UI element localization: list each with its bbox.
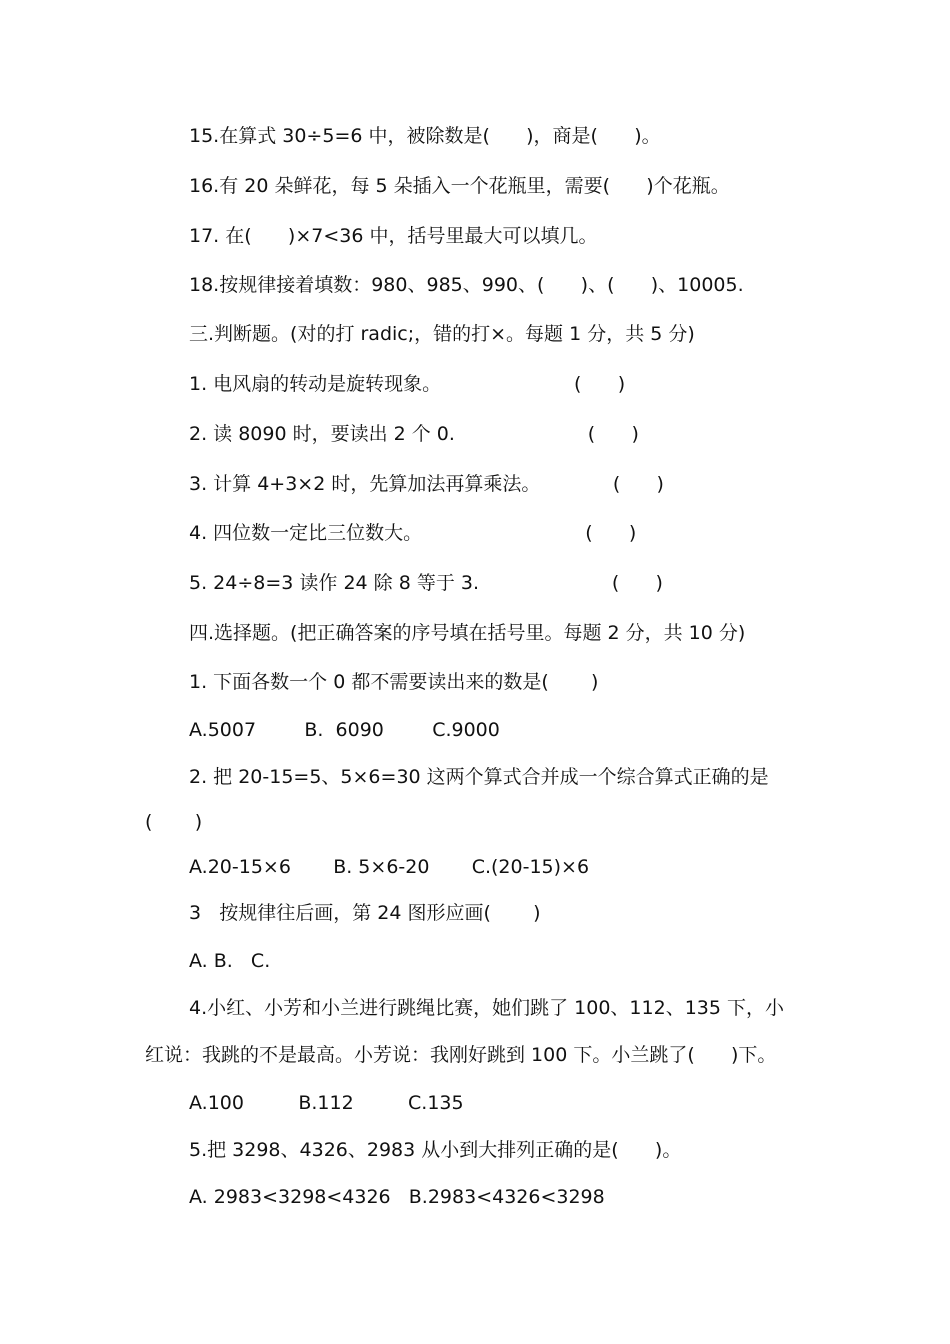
judge-section-heading: 三.判断题。(对的打 radic;，错的打×。每题 1 分，共 5 分) xyxy=(189,323,695,345)
choice-question-2: 2. 把 20-15=5、5×6=30 这两个算式合并成一个综合算式正确的是 xyxy=(189,766,769,788)
choice-section-heading: 四.选择题。(把正确答案的序号填在括号里。每题 2 分，共 10 分) xyxy=(189,622,746,644)
choice-question-2-continued: ( ) xyxy=(145,811,203,833)
judge-item-4: 4. 四位数一定比三位数大。 ( ) xyxy=(189,522,637,544)
choice-question-5-options: A. 2983<3298<4326 B.2983<4326<3298 xyxy=(189,1186,605,1208)
question-15: 15.在算式 30÷5=6 中，被除数是( )，商是( )。 xyxy=(189,125,661,147)
question-17: 17. 在( )×7<36 中，括号里最大可以填几。 xyxy=(189,225,598,247)
choice-question-5: 5.把 3298、4326、2983 从小到大排列正确的是( )。 xyxy=(189,1139,682,1161)
question-18: 18.按规律接着填数：980、985、990、( )、( )、10005. xyxy=(189,274,744,296)
choice-question-2-options: A.20-15×6 B. 5×6-20 C.(20-15)×6 xyxy=(189,856,590,878)
choice-question-1: 1. 下面各数一个 0 都不需要读出来的数是( ) xyxy=(189,671,599,693)
question-16: 16.有 20 朵鲜花，每 5 朵插入一个花瓶里，需要( )个花瓶。 xyxy=(189,175,730,197)
choice-question-4-options: A.100 B.112 C.135 xyxy=(189,1092,464,1114)
judge-item-5: 5. 24÷8=3 读作 24 除 8 等于 3. ( ) xyxy=(189,572,663,594)
judge-item-2: 2. 读 8090 时，要读出 2 个 0. ( ) xyxy=(189,423,639,445)
choice-question-4: 4.小红、小芳和小兰进行跳绳比赛，她们跳了 100、112、135 下，小 xyxy=(189,997,785,1019)
choice-question-3: 3 按规律往后画，第 24 图形应画( ) xyxy=(189,902,541,924)
judge-item-3: 3. 计算 4+3×2 时，先算加法再算乘法。 ( ) xyxy=(189,473,664,495)
judge-item-1: 1. 电风扇的转动是旋转现象。 ( ) xyxy=(189,373,626,395)
choice-question-3-options: A. B. C. xyxy=(189,950,271,972)
choice-question-1-options: A.5007 B. 6090 C.9000 xyxy=(189,719,500,741)
choice-question-4-continued: 红说：我跳的不是最高。小芳说：我刚好跳到 100 下。小兰跳了( )下。 xyxy=(145,1044,777,1066)
